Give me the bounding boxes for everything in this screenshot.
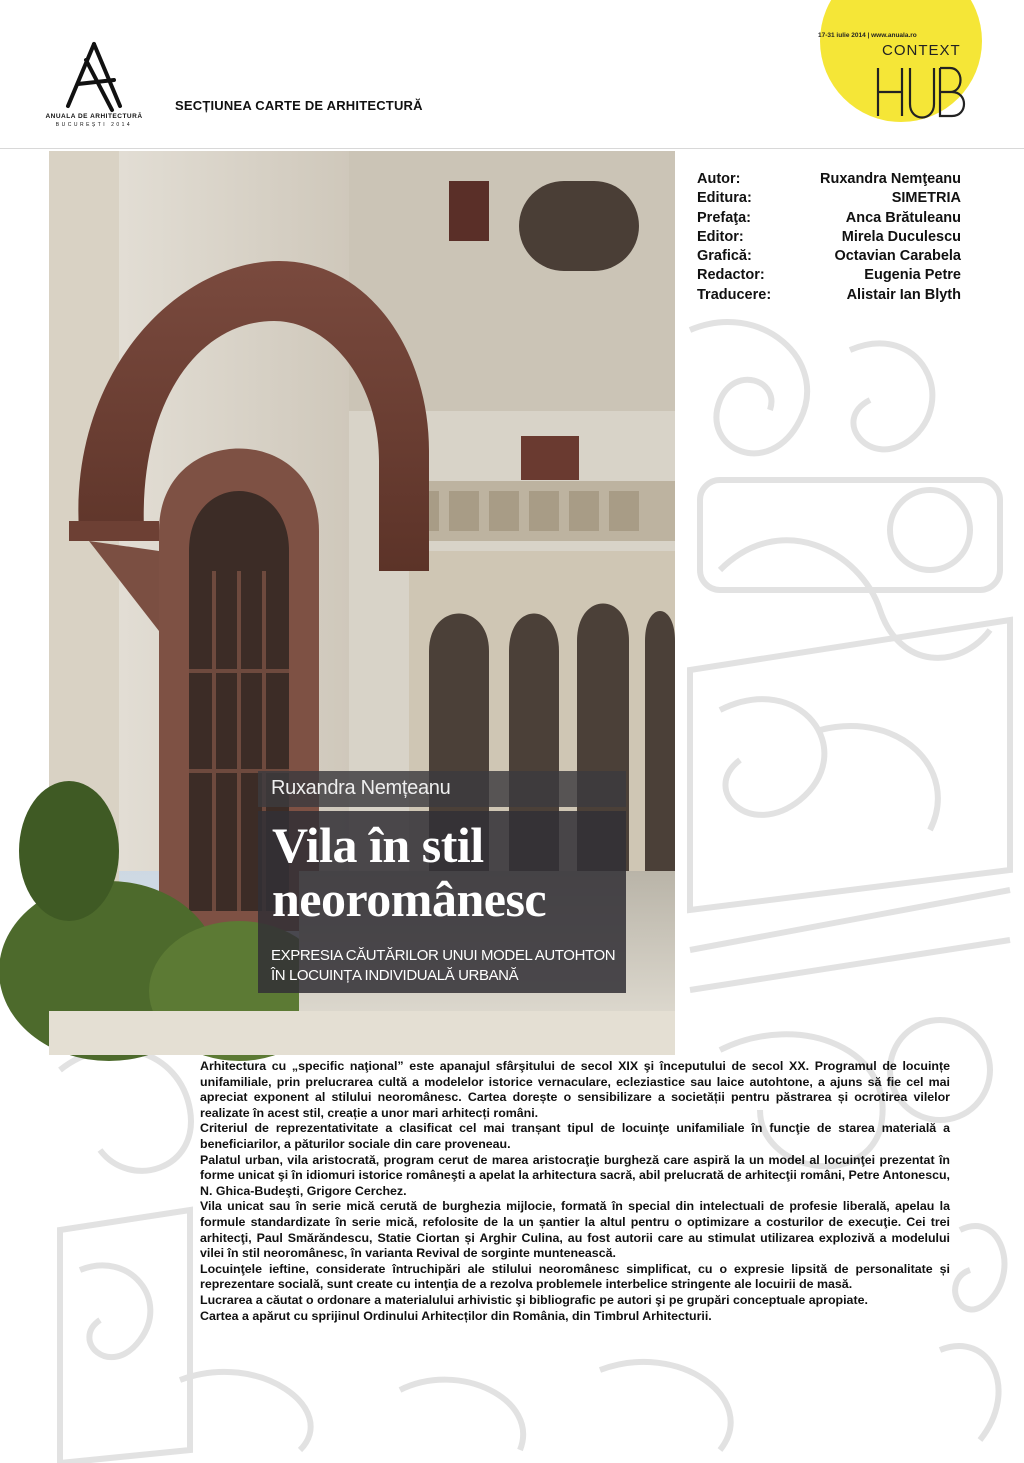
credit-row — [697, 266, 961, 285]
credit-value: Anca Brătuleanu — [845, 209, 961, 226]
credit-row — [697, 209, 961, 228]
paragraph: Palatul urban, vila aristocrată, program cerut de marea aristocraţie burgheză care aspiră la un model al locuinţei prezentat în forme unicat şi în idiomuri istorice româneşti a apelat la arhitectura sacră, abil prelucrată de arhitecţii români, Petre Antonescu, N. Ghica-Budeşti, Grigore Cerchez. — [200, 1152, 950, 1198]
credit-label: Traducere: — [697, 286, 772, 303]
hub-context-label: CONTEXT — [882, 42, 961, 59]
credit-value: Eugenia Petre — [864, 267, 961, 284]
credit-value: Octavian Carabela — [834, 248, 961, 265]
hub-logo-icon — [874, 60, 970, 136]
hub-date: 17-31 iulie 2014 | www.anuala.ro — [818, 32, 917, 39]
paragraph: Cartea a apărut cu sprijinul Ordinului Arhitecților din România, din Timbrul Arhitecturii. — [200, 1308, 712, 1323]
credit-label: Redactor: — [697, 267, 765, 284]
paragraph: Criteriul de reprezentativitate a clasificat cel mai tranșant tipul de locuinţe unifamiliale în funcţie de starea materială a beneficiarilor, a păturilor sociale din care proveneau. — [200, 1121, 950, 1151]
credit-label: Grafică: — [697, 248, 752, 265]
credit-label: Prefaţa: — [697, 209, 751, 226]
credit-row — [697, 247, 961, 266]
credit-label: Editor: — [697, 228, 744, 245]
paragraph: Lucrarea a căutat o ordonare a materialului arhivistic şi bibliografic pe autori şi pe grupări conceptuale apropiate. — [200, 1292, 868, 1307]
letter-a-logo-icon — [58, 40, 130, 112]
credit-row — [697, 189, 961, 208]
paragraph: Vila unicat sau în serie mică cerută de burghezia mijlocie, formată în special din intelectuali de profesie liberală, apelau la formule standardizate în serie mică, refolosite de la un șantier la altul pentru o optimizare a costurilor de execuţie. Cei trei arhitecţi, Paul Smărăndescu, Statie Ciortan și Arghir Culina, au fost autorii care au stimulat utilizarea explozivă a modelului vilei în stil neoromânesc, în varianta Revival de sorginte muntenească. — [200, 1199, 950, 1261]
cover-author: Ruxandra Nemțeanu — [271, 777, 451, 799]
credit-value: Alistair Ian Blyth — [846, 286, 961, 303]
spine-publisher: SIMETRIA — [675, 421, 692, 581]
section-title: SECȚIUNEA CARTE DE ARHITECTURĂ — [175, 98, 423, 113]
cover-subtitle: EXPRESIA CĂUTĂRILOR UNUI MODEL AUTOHTON ÎN LOCUINȚA INDIVIDUALĂ URBANĂ — [271, 947, 616, 984]
credit-label: Autor: — [697, 171, 741, 187]
book-description — [200, 1059, 950, 1324]
credit-row — [697, 286, 961, 305]
anuala-logo[interactable] — [44, 40, 144, 136]
credit-value: SIMETRIA — [891, 190, 961, 207]
paragraph: Locuinţele ieftine, considerate întruchipări ale stilului neoromânesc simplificat, cu o expresie lipsită de personalitate și reprezentare socială, sunt create cu intenţia de a rezolva problemele interbelice stringente ale locuirii de masă. — [200, 1261, 950, 1292]
credit-value: Mirela Duculescu — [841, 228, 961, 245]
credit-value: Ruxandra Nemţeanu — [819, 171, 961, 187]
credit-row — [697, 170, 961, 189]
logo-name: ANUALA DE ARHITECTURĂ — [45, 113, 143, 120]
credit-row — [697, 228, 961, 247]
credits-list — [697, 170, 961, 305]
cover-title: Vila în stil neoromânesc — [272, 817, 547, 927]
credit-label: Editura: — [697, 190, 752, 207]
paragraph: Arhitectura cu „specific naţional” este apanajul sfârşitului de secol XIX şi începutului de secol XX. Programul de locuințe unifamiliale, prin prelucrarea cultă a modelelor istorice vernaculare, ecleziastice sau laice autohtone, a ajuns să fie cel mai apreciat exponent al stilului neoromânesc. Cartea dorește o sensibilizare a societății pentru păstrarea și ocrotirea vilelor realizate în acest stil, creație a unor mari arhitecți români. — [200, 1059, 950, 1120]
header-divider — [0, 148, 1024, 149]
logo-city: BUCUREȘTI 2014 — [55, 122, 133, 128]
